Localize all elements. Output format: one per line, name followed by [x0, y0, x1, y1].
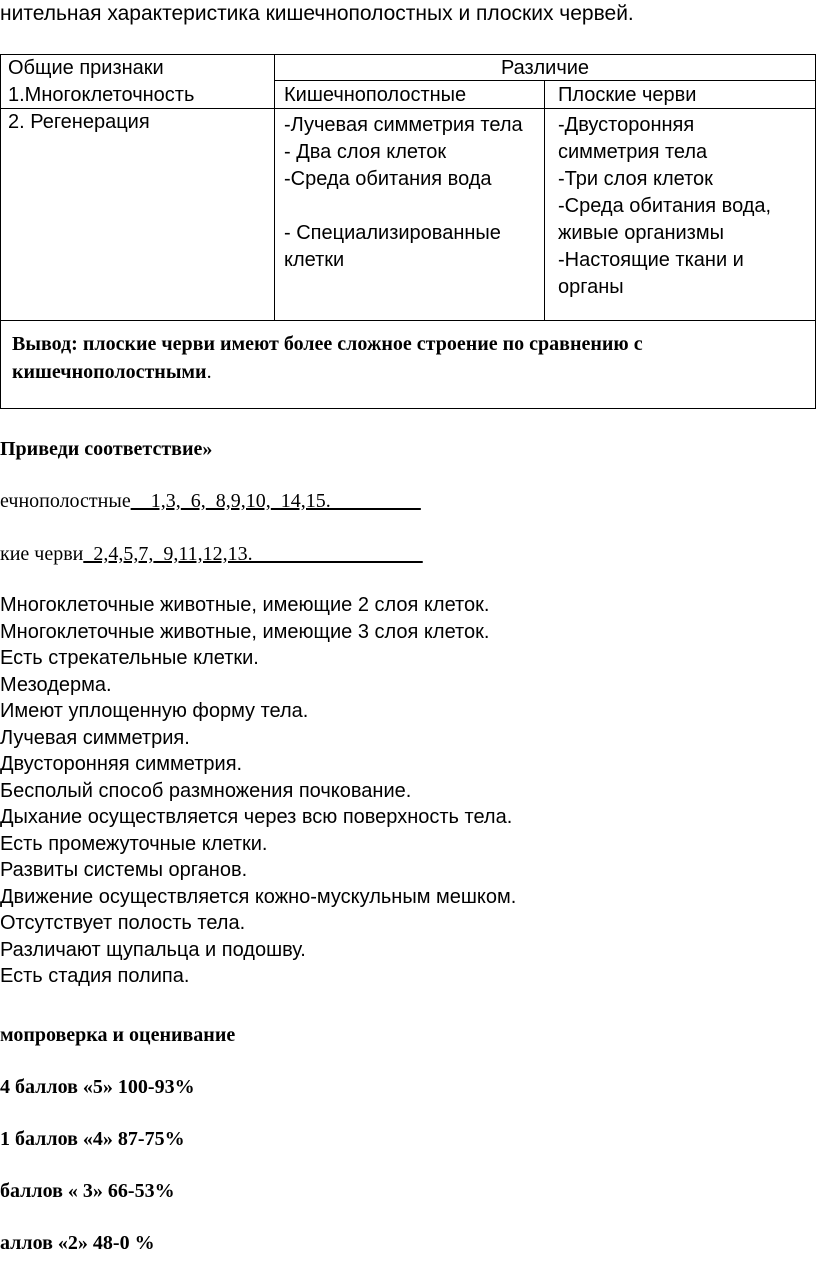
list-item: Бесполый способ размножения почкование. [0, 779, 412, 802]
grading-heading: мопроверка и оценивание [0, 1024, 236, 1046]
list-item: Дыхание осуществляется через всю поверхность тела. [0, 806, 513, 828]
grade-line: 4 баллов «5» 100-93% [0, 1076, 195, 1098]
subheader-flatworms: Плоские черви [558, 84, 697, 106]
flat-line: органы [558, 276, 624, 298]
header-common-features: Общие признаки [8, 57, 164, 79]
list-item: Мезодерма. [0, 673, 112, 696]
coel-line: клетки [284, 249, 345, 271]
list-item: Имеют уплощенную форму тела. [0, 700, 309, 722]
flat-line: -Три слоя клеток [558, 168, 713, 190]
list-item: Есть промежуточные клетки. [0, 832, 268, 855]
coelenterates-cell [284, 112, 523, 274]
coel-line: - Два слоя клеток [284, 141, 447, 163]
subheader-coelenterates: Кишечнополостные [284, 84, 467, 106]
page-title: нительная характеристика кишечнополостных и плоских червей. [0, 2, 634, 25]
coelenterates-label: ечнополостные [0, 490, 131, 512]
conclusion-period: . [206, 361, 212, 383]
header-difference: Различие [500, 57, 590, 79]
common-feature-line: 2. Регенерация [8, 111, 150, 133]
match-heading: Приведи соответствие» [0, 438, 213, 460]
grade-line: баллов « 3» 66-53% [0, 1180, 175, 1202]
flatworms-label: кие черви [0, 543, 84, 565]
flatworms-answer [0, 543, 423, 566]
flat-line: -Двусторонняя [558, 114, 695, 136]
grade-line: 1 баллов «4» 87-75% [0, 1128, 185, 1150]
flatworms-answer-value: _2,4,5,7,_9,11,12,13._________________ [83, 543, 423, 565]
list-item: Есть стадия полипа. [0, 965, 190, 987]
conclusion [12, 330, 802, 386]
coel-line: - Специализированные [284, 222, 501, 244]
list-item: Движение осуществляется кожно-мускульным мешком. [0, 885, 517, 908]
list-item: Отсутствует полость тела. [0, 912, 246, 934]
list-item: Различают щупальца и подошву. [0, 938, 306, 961]
flat-line: симметрия тела [558, 141, 708, 163]
coelenterates-answer-value: __1,3,_6,_8,9,10,_14,15._________ [130, 490, 421, 512]
list-item: Многоклеточные животные, имеющие 3 слоя клеток. [0, 620, 490, 643]
common-features-cell [8, 82, 194, 136]
flatworms-cell [558, 112, 771, 301]
coel-line [284, 193, 523, 220]
flat-line: -Настоящие ткани и [558, 249, 744, 271]
list-item: Двусторонняя симметрия. [0, 753, 243, 775]
common-feature-line: 1.Многоклеточность [8, 84, 195, 106]
coel-line: -Лучевая симметрия тела [284, 114, 523, 136]
statement-list [0, 592, 516, 990]
coel-line: -Среда обитания вода [284, 168, 492, 190]
flat-line: -Среда обитания вода, [558, 195, 772, 217]
list-item: Есть стрекательные клетки. [0, 647, 259, 669]
coelenterates-answer [0, 490, 421, 513]
list-item: Лучевая симметрия. [0, 726, 190, 749]
list-item: Многоклеточные животные, имеющие 2 слоя клеток. [0, 594, 490, 616]
conclusion-text: Вывод: плоские черви имеют более сложное строение по сравнению с кишечнополостными [12, 333, 643, 383]
list-item: Развиты системы органов. [0, 859, 248, 881]
flat-line: живые организмы [558, 222, 724, 244]
grade-line: аллов «2» 48-0 % [0, 1232, 155, 1254]
